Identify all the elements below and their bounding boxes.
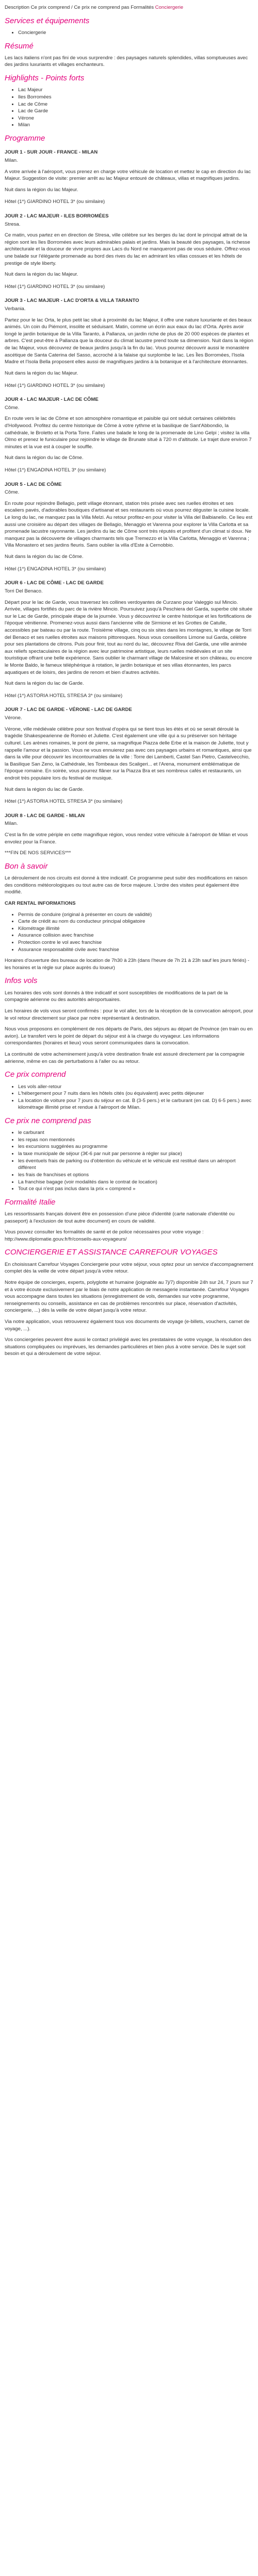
- savoir-text: Le déroulement de nos circuits est donné à titre indicatif. Ce programme peut subir des modifications en raison des conditions météorologiques ou tout autre cas de force majeure. L'ordre des visites peut également être modifié.: [5, 875, 248, 895]
- list-item: • Protection contre le vol avec franchise: [18, 939, 253, 946]
- vols-text: Les horaires des vols sont donnés à titre indicatif et sont susceptibles de modifications de la part de la compagnie aérienne ou des autorités aéroportuaires.: [5, 990, 228, 1003]
- conciergerie-text: En choisissant Carrefour Voyages Conciergerie pour votre séjour, vous optez pour un service d'accompagnement complet dès la veille de votre départ jusqu'à votre retour.: [5, 1261, 253, 1275]
- day-title: JOUR 6 - LAC DE CÔME - LAC DE GARDE: [5, 580, 104, 586]
- day-end-marker: ***FIN DE NOS SERVICES***: [5, 850, 71, 856]
- day-city: Verbania.: [5, 306, 26, 312]
- header-prefix: Description Ce prix comprend / Ce prix ne comprend pas Formalités: [5, 5, 154, 10]
- comprend-title: Ce prix comprend: [5, 1070, 66, 1079]
- list-item: • Kilométrage illimité: [18, 925, 253, 933]
- vols-title: Infos vols: [5, 976, 38, 986]
- necomprend-list: [5, 1129, 253, 1192]
- list-item: • Vérone: [18, 115, 253, 122]
- rental-hours: Horaires d'ouverture des bureaux de location de 7h30 à 23h (dans l'heure de 7h 21 à 23h sauf les jours fériés) - les horaires et la règle sur place auprès du loueur): [5, 958, 250, 971]
- list-item: • La franchise bagage (voir modalités dans le contrat de location): [18, 1179, 253, 1186]
- resume-title: Résumé: [5, 41, 34, 50]
- list-item: • Lac de Côme: [18, 101, 253, 108]
- day-text: Vérone, ville médiévale célèbre pour son festival d'opéra qui se tient tous les étés et où se serait déroulé la tragédie Shakespearienne de Roméo et Juliette. C'est également une ville qui a su préserver son héritage culturel. Les arènes romaines, le pont de pierre, sa magnifique Piazza delle Erbe et la maison de Juliette, tout y rappelle l'amour et la passion. Vous ne vous ennuierez pas avec ces paysages urbains et romantiques, ainsi que dans la ville pour découvrir les incontournables de la ville : Torre dei Lamberti, Castel San Pietro, Castelvecchio, la Basilique San Zeno, la Cathédrale, les Tombeaux des Scaligeri... et l'Arena, monument emblématique de l'époque romaine. En soirée, vous pourrez flâner sur la Piazza Bra et ses nombreux cafés et restaurants, un endroit très populaire lors du festival de musique.: [5, 726, 252, 781]
- formalites-title: Formalité Italie: [5, 1197, 56, 1207]
- services-list: [5, 29, 253, 37]
- day-text: Nuit dans la région du lac Majeur.: [5, 272, 78, 278]
- day-city: Côme.: [5, 404, 20, 411]
- day-text: Nuit dans la région du lac de Côme.: [5, 455, 84, 461]
- day-8: [5, 812, 253, 857]
- vols-text: Les horaires de vols vous seront confirmés : pour le vol aller, lors de la réception de la convocation aéroport, pour le vol retour directement sur place par notre représentant à destination.: [5, 1008, 253, 1021]
- day-hotel: Hôtel (1*) ASTORIA HOTEL STRESA 3* (ou similaire): [5, 692, 123, 699]
- day-5: [5, 481, 253, 573]
- day-text: Nuit dans la région du lac de Garde.: [5, 786, 84, 792]
- highlights-list: [5, 87, 253, 129]
- list-item: • les frais de franchises et options: [18, 1172, 253, 1179]
- list-item: • Assurance collision avec franchise: [18, 932, 253, 939]
- list-item: • Les vols aller-retour: [18, 1083, 253, 1091]
- day-hotel: Hôtel (1*) ENGADINA HOTEL 3* (ou similaire): [5, 566, 106, 572]
- day-city: Milan.: [5, 821, 18, 827]
- day-7: [5, 706, 253, 805]
- header-accent[interactable]: Conciergerie: [155, 5, 184, 10]
- list-item: • les excursions suggérées au programme: [18, 1143, 253, 1150]
- day-text: En route pour rejoindre Bellagio, petit village étonnant, station très prisée avec ses ruelles étroites et ses escaliers pavés, d'adorables boutiques d'artisanat et ses restaurants où vous pourrez déguster la cuisine locale. Le long du lac, ne manquez pas la Villa Melzi. Au retour profitez-en pour visiter la Villa del Balbianello. Ce lieu est aussi une croisière au départ des villages de Bellagio, Menaggio et Varenna pour explorer la Villa Carlotta et sa promenade lacustre rayonnante. Les jardins du lac de Côme sont très réputés et profitent d'un climat si doux. Ne manquez pas la découverte de villages charmants tels que Tremezzo et la Villa Carlotta, Menaggio et Varenna ; Villa Monastero et ses jardins fleuris. Sans oublier la villa d'Este à Cernobbio.: [5, 500, 253, 549]
- conciergerie-text: Vos conciergeries peuvent être aussi le contact privilégié avec les prestataires de votre voyage, la résolution des situations compliquées ou imprévues, les demandes particulières et bien plus à votre service. Dès le sujet soit besoin et qui a déroulement de votre séjour.: [5, 1337, 251, 1357]
- resume-text: Les lacs italiens n'ont pas fini de vous surprendre : des paysages naturels splendides, villas somptueuses avec des jardins luxuriants et villages enchanteurs.: [5, 55, 248, 68]
- day-title: JOUR 3 - LAC MAJEUR - LAC D'ORTA & VILLA TARANTO: [5, 298, 139, 304]
- list-item: • Milan: [18, 122, 253, 129]
- day-text: Départ pour le lac de Garde, vous traversez les collines verdoyantes de Curzano pour Valeggio sul Mincio. Arrivée, villages fortifiés du parc de la rivière Mincio. Poursuivez jusqu'à Peschiera del Garda, superbe cité située sur le Lac de Garde, principale étape de la journée. Vous y découvrirez le centre historique et les fortifications de l'époque vénitienne. Promenez-vous aussi dans l'ancienne ville de Sirmione et les Grottes de Catulle, accessibles par bateau ou par la route. Troisième village, cinq ou six sites dans les montagnes, le village de Torri del Benaco et ses ruelles étroites aux maisons pittoresques. Nous vous conseillons Limone sul Garda, célèbre pour ses plantations de citrons. Puis pour finir, tout au nord du lac, découvrez Riva del Garda, une ville animée aux reliefs spectaculaires de la région avec leur patrimoine artistique, leurs ruelles médiévales et un site touristique offrant une belle expérience. Sans oublier le charmant village de Malcesine et son château, ou encore le Monte Baldo, le fameux téléphérique à rotation, le jardin botanique et ses villas étonnantes, les parcs aquatiques et de loisirs, des jardins de renom et bien d'autres activités.: [5, 599, 253, 675]
- list-item: • les éventuels frais de parking ou d'obtention du véhicule et le véhicule est restitué dans un aéroport différent: [18, 1158, 253, 1172]
- programme-title: Programme: [5, 133, 45, 143]
- list-item: • L'hébergement pour 7 nuits dans les hôtels cités (ou équivalent) avec petits déjeuner: [18, 1090, 253, 1097]
- comprend-list: [5, 1083, 253, 1111]
- day-1: [5, 149, 253, 206]
- list-item: • la taxe municipale de séjour (3€-6 par nuit par personne à régler sur place): [18, 1150, 253, 1158]
- day-2: [5, 213, 253, 290]
- day-6: [5, 580, 253, 699]
- formalites-text: Vous pouvez consulter les formalités de santé et de police nécessaires pour votre voyage : http://www.diplomatie.gouv.fr/fr/conseils-aux-voyageurs/: [5, 1229, 204, 1242]
- day-title: JOUR 8 - LAC DE GARDE - MILAN: [5, 812, 85, 819]
- list-item: • Carte de crédit au nom du conducteur principal obligatoire: [18, 918, 253, 925]
- day-text: Partez pour le lac Orta, le plus petit lac situé à proximité du lac Majeur, il offre une nature luxuriante et des beaux animés. Un coin du Piémont, insolite et séduisant. Matin, comme un écrin aux eaux du lac d'Orta. Après avoir longé le jardin botanique de la Villa Taranto, à Pallanza, un jardin riche de plus de 20 000 espèces de plantes et arbres. C'est peut-être à Pallanza que la douceur du climat lacustre prend toute sa dimension. Nuit dans la région de lac Majeur, vous découvrez de beaux jardins jusqu'à la fin du lac. Vous pourrez découvrir aussi le monastère ascétique de Santa Caterina del Sasso, accroché à la falaise qui surplombe le lac. Les Îles Borromées, l'Isola Madre et l'Isola Bella proposent elles aussi de magnifiques jardins à la botanique et à l'architecture étonnantes.: [5, 317, 253, 365]
- day-title: JOUR 5 - LAC DE CÔME: [5, 481, 62, 487]
- list-item: • Tout ce qui n'est pas inclus dans la prix « comprend »: [18, 1185, 253, 1193]
- day-text: Nuit dans la région du lac de Garde.: [5, 681, 84, 687]
- necomprend-title: Ce prix ne comprend pas: [5, 1116, 91, 1125]
- header-breadcrumb: [5, 4, 253, 11]
- day-text: Nuit dans la région du lac Majeur.: [5, 370, 78, 376]
- day-city: Torri Del Benaco.: [5, 588, 43, 594]
- day-title: JOUR 1 - SUR JOUR - FRANCE - MILAN: [5, 149, 98, 156]
- savoir-title: Bon à savoir: [5, 861, 48, 871]
- day-4: [5, 396, 253, 473]
- day-3: [5, 297, 253, 389]
- vols-text: La continuité de votre acheminement jusqu'à votre destination finale est assuré directement par la compagnie aérienne, même en cas de perturbations à l'aller ou au retour.: [5, 1051, 245, 1064]
- day-text: C'est la fin de votre périple en cette magnifique région, vous rendez votre véhicule à l'aéroport de Milan et vous envolez pour la France.: [5, 832, 248, 845]
- highlights-title: Highlights - Points forts: [5, 74, 85, 83]
- day-text: Ce matin, vous partez en en direction de Stresa, ville célèbre sur les berges du lac dont le principal attrait de la région sont les îles Borromées avec leurs admirables palais et jardins. Mais la beauté des paysages, la richesse architecturale et la douceur de vivre propres aux Lacs du Nord ne manqueront pas de vous séduire. Offrez-vous une balade sur l'élégante promenade au bord des rives du lac en admirant les villas cossues et les hôtels de prestige de style liberty.: [5, 232, 250, 266]
- conciergerie-title: CONCIERGERIE ET ASSISTANCE CARREFOUR VOYAGES: [5, 1248, 218, 1257]
- list-item: • La location de voiture pour 7 jours du séjour en cat. B (3-5 pers.) et le carburant (en cat. D) 6-5 pers.) avec kilométrage illimité prise et rendue à l'aéroport de Milan.: [18, 1097, 253, 1111]
- vols-text: Nous vous proposons en complément de nos départs de Paris, des séjours au départ de Province (en train ou en avion). Le transfert vers le point de départ du séjour est à la charge du voyageur. Les informations correspondantes (horaires et lieux) vous seront communiquées dans la convocation.: [5, 1026, 253, 1046]
- rental-title: CAR RENTAL INFORMATIONS: [5, 900, 76, 906]
- rental-list: [5, 911, 253, 954]
- day-text: Nuit dans la région du lac Majeur.: [5, 187, 78, 193]
- day-hotel: Hôtel (1*) ASTORIA HOTEL STRESA 3* (ou similaire): [5, 799, 123, 805]
- list-item: • Conciergerie: [18, 29, 253, 37]
- day-text: En route vers le lac de Côme et son atmosphère romantique et paisible qui ont séduit certaines célébrités d'Hollywood. Profitez du centre historique de Côme à votre rythme et la basilique de Sant'Abbondio, la cathédrale, le Broletto et la Porta Torre. Faites une balade le long de la promenade de Lino Gelpi ; visitez la villa Olmo et prenez le funiculaire pour rejoindre le village de Brunate situé à 720 m d'altitude. Le trajet dure environ 7 minutes et la vue est à couper le souffle.: [5, 416, 252, 450]
- day-text: Nuit dans la région du lac de Côme.: [5, 554, 84, 560]
- list-item: • le carburant: [18, 1129, 253, 1137]
- day-hotel: Hôtel (1*) ENGADINA HOTEL 3* (ou similaire): [5, 467, 106, 473]
- day-city: Milan.: [5, 157, 18, 163]
- conciergerie-text: Via notre application, vous retrouverez également tous vos documents de voyage (e-billets, vouchers, carnet de voyage, ...).: [5, 1319, 250, 1332]
- day-hotel: Hôtel (1*) GIARDINO HOTEL 3* (ou similaire): [5, 382, 105, 388]
- day-title: JOUR 4 - LAC MAJEUR - LAC DE CÔME: [5, 397, 99, 403]
- day-city: Stresa.: [5, 221, 21, 227]
- list-item: • Assurance responsabilité civile avec franchise: [18, 946, 253, 954]
- list-item: • Permis de conduire (original à présenter en cours de validité): [18, 911, 253, 919]
- day-city: Vérone.: [5, 715, 22, 721]
- conciergerie-text: Notre équipe de concierges, experts, polyglotte et humaine (joignable au 7j/7) disponible 24h sur 24, 7 jours sur 7 et à votre écoute exclusivement par le biais de notre application de messagerie instantanée. Carrefour Voyages vous accompagne dans toutes les situations (enregistrement de vols, demandes sur votre programme, renseignements ou conseils, assistance en cas de problèmes rencontrés sur place, réservation d'activités, conciergerie, ...) dès la veille de votre départ jusqu'à votre retour.: [5, 1279, 253, 1314]
- day-text: A votre arrivée à l'aéroport, vous prenez en charge votre véhicule de location et mettez le cap en direction du lac Majeur. Suggestion de visite: premier arrêt au lac Majeur entouré de châteaux, villas et magnifiques jardins.: [5, 168, 251, 182]
- list-item: • les repas non mentionnés: [18, 1137, 253, 1144]
- day-hotel: Hôtel (1*) GIARDINO HOTEL 3* (ou similaire): [5, 199, 105, 205]
- list-item: • Lac Majeur: [18, 87, 253, 94]
- formalites-text: Les ressortissants français doivent être en possession d'une pièce d'identité (carte nationale d'identité ou passeport) à l'exclusion de tout autre document) en cours de validité.: [5, 1211, 235, 1224]
- day-hotel: Hôtel (1*) GIARDINO HOTEL 3* (ou similaire): [5, 283, 105, 290]
- day-city: Côme.: [5, 489, 20, 496]
- day-title: JOUR 2 - LAC MAJEUR - ILES BORROMÉES: [5, 213, 109, 219]
- day-title: JOUR 7 - LAC DE GARDE - VÉRONE - LAC DE GARDE: [5, 707, 132, 713]
- list-item: • Iles Borromées: [18, 94, 253, 101]
- list-item: • Lac de Garde: [18, 108, 253, 115]
- services-title: Services et équipements: [5, 16, 90, 25]
